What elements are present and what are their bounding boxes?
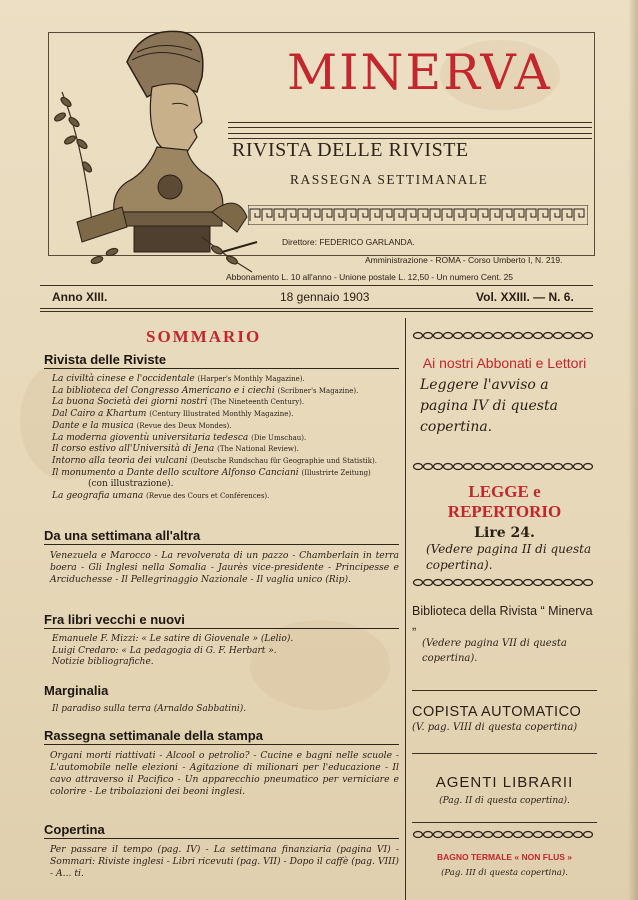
sidebar-rule (412, 690, 597, 691)
section-rassegna (44, 728, 399, 798)
section-marginalia (44, 683, 399, 716)
list-item: Dal Cairo a Khartum (Century Illustrated Monthly Magazine). (52, 409, 294, 420)
list-item: La moderna gioventù universitaria tedesca (Die Umschau). (52, 432, 307, 443)
section-settimana (44, 528, 399, 586)
list-item: Emanuele F. Mizzi: « Le satire di Giovenale » (Lelio). (52, 634, 294, 644)
notice-box (412, 355, 597, 438)
section-text: Per passare il tempo (pag. IV) - La settimana finanziaria (pagina VI) - Sommari: Riviste inglesi - Libri ricevuti (pag. VII) - Dopo il caffè (pag. VIII) - A... ti. (50, 844, 399, 879)
list-item: Notizie bibliografiche. (52, 657, 154, 668)
list-item: La biblioteca del Congresso Americano e i ciechi (Scribner's Magazine). (52, 385, 359, 396)
section-title: Copertina (44, 822, 399, 839)
list-item: La civiltà cinese e l'occidentale (Harper's Monthly Magazine). (52, 374, 305, 384)
notice-title: Ai nostri Abbonati e Lettori (422, 355, 587, 371)
biblioteca-box (412, 604, 597, 666)
copista-note: (V. pag. VIII di questa copertina) (412, 722, 578, 733)
copista-title: COPISTA AUTOMATICO (412, 704, 582, 720)
masthead-subtitle: RIVISTA DELLE RIVISTE (232, 139, 469, 161)
section-text: Organi morti riattivati - Alcool o petrolio? - Cucine e bagni nelle scuole - L'automobile nelle elezioni - Agitazione di milionari per l'educazione - Il cavo attraverso il Pacifico - Un apparecchio pneumatico per verniciare e colorire - Le tribolazioni dei beoni inglesi. (50, 750, 399, 797)
notice-text: Leggere l'avviso a pagina IV di questa copertina. (420, 377, 558, 435)
list-item: La buona Società dei giorni nostri (The Nineteenth Century). (52, 397, 305, 408)
issue-year: Anno XIII. (52, 290, 108, 304)
sidebar-rule (412, 822, 597, 823)
list-item: Il corso estivo all'Università di Jena (The National Review). (52, 444, 299, 455)
issue-volume: Vol. XXIII. — N. 6. (476, 290, 574, 304)
chain-ornament (412, 830, 597, 839)
chain-ornament (412, 462, 597, 471)
chain-ornament (412, 578, 597, 587)
agenti-title: AGENTI LIBRARII (435, 774, 574, 791)
list-item: Il monumento a Dante dello scultore Alfonso Canciani (Illustrirte Zeitung) (52, 467, 371, 478)
minerva-bust-illustration (52, 22, 262, 277)
list-item: (con illustrazione). (88, 479, 174, 490)
section-title: Fra libri vecchi e nuovi (44, 612, 399, 629)
section-libri (44, 612, 399, 669)
agenti-note: (Pag. II di questa copertina). (439, 796, 570, 806)
legge-note: (Vedere pagina II di questa copertina). (426, 542, 592, 572)
chain-ornament (412, 331, 597, 340)
masthead-band (228, 122, 592, 128)
section-title: Rassegna settimanale della stampa (44, 728, 399, 745)
column-divider (405, 318, 406, 900)
section-copertina (44, 822, 399, 880)
list-item: La geografia umana (Revue des Cours et Conférences). (52, 491, 270, 502)
section-text: Venezuela e Marocco - La revolverata di un pazzo - Chamberlain in terra boera - Gli Inglesi nella Somalia - Jaurès vice-presidente - Principesse e Arciduchesse - Il Pellegrinaggio Nazionale - Il vaglia unico (Rip). (50, 550, 399, 585)
greek-key-border (248, 205, 588, 225)
copista-box (412, 704, 597, 733)
agenti-box (412, 774, 597, 806)
section-title: Marginalia (44, 683, 109, 698)
list-item: Dante e la musica (Revue des Deux Mondes). (52, 420, 232, 431)
list-item: Intorno alla teoria dei vulcani (Deutsche Rundschau für Geographie und Statistik). (52, 455, 377, 466)
page-edge-shadow (628, 0, 638, 900)
section-rivista (44, 352, 399, 503)
header-rule (40, 308, 593, 309)
section-title: Rivista delle Riviste (44, 352, 399, 369)
list-item: Il paradiso sulla terra (Arnaldo Sabbatini). (52, 704, 247, 714)
masthead-title: MINERVA (287, 44, 552, 101)
bagno-box (412, 852, 597, 878)
issue-date: 18 gennaio 1903 (280, 290, 370, 304)
bagno-note: (Pag. III di questa copertina). (441, 868, 568, 878)
masthead-subtitle-2: RASSEGNA SETTIMANALE (290, 172, 489, 187)
administration-line: Amministrazione - ROMA - Corso Umberto I, N. 219. (365, 255, 563, 265)
director-line: Direttore: FEDERICO GARLANDA. (282, 237, 415, 247)
sidebar-rule (412, 753, 597, 754)
legge-price: Lire 24. (474, 525, 535, 541)
sommario-heading: SOMMARIO (146, 327, 262, 346)
legge-title: LEGGE e REPERTORIO (447, 482, 562, 521)
biblioteca-note: (Vedere pagina VII di questa copertina). (422, 638, 567, 664)
header-rule (40, 311, 593, 312)
biblioteca-title: Biblioteca della Rivista “ Minerva „ (412, 604, 593, 632)
legge-box (412, 482, 597, 573)
list-item: Luigi Credaro: « La pedagogia di G. F. Herbart ». (52, 645, 277, 656)
section-title: Da una settimana all'altra (44, 528, 399, 545)
header-rule (40, 285, 593, 286)
bagno-title: BAGNO TERMALE « NON FLUS » (436, 852, 573, 862)
subscription-line: Abbonamento L. 10 all'anno - Unione postale L. 12,50 - Un numero Cent. 25 (226, 272, 514, 282)
